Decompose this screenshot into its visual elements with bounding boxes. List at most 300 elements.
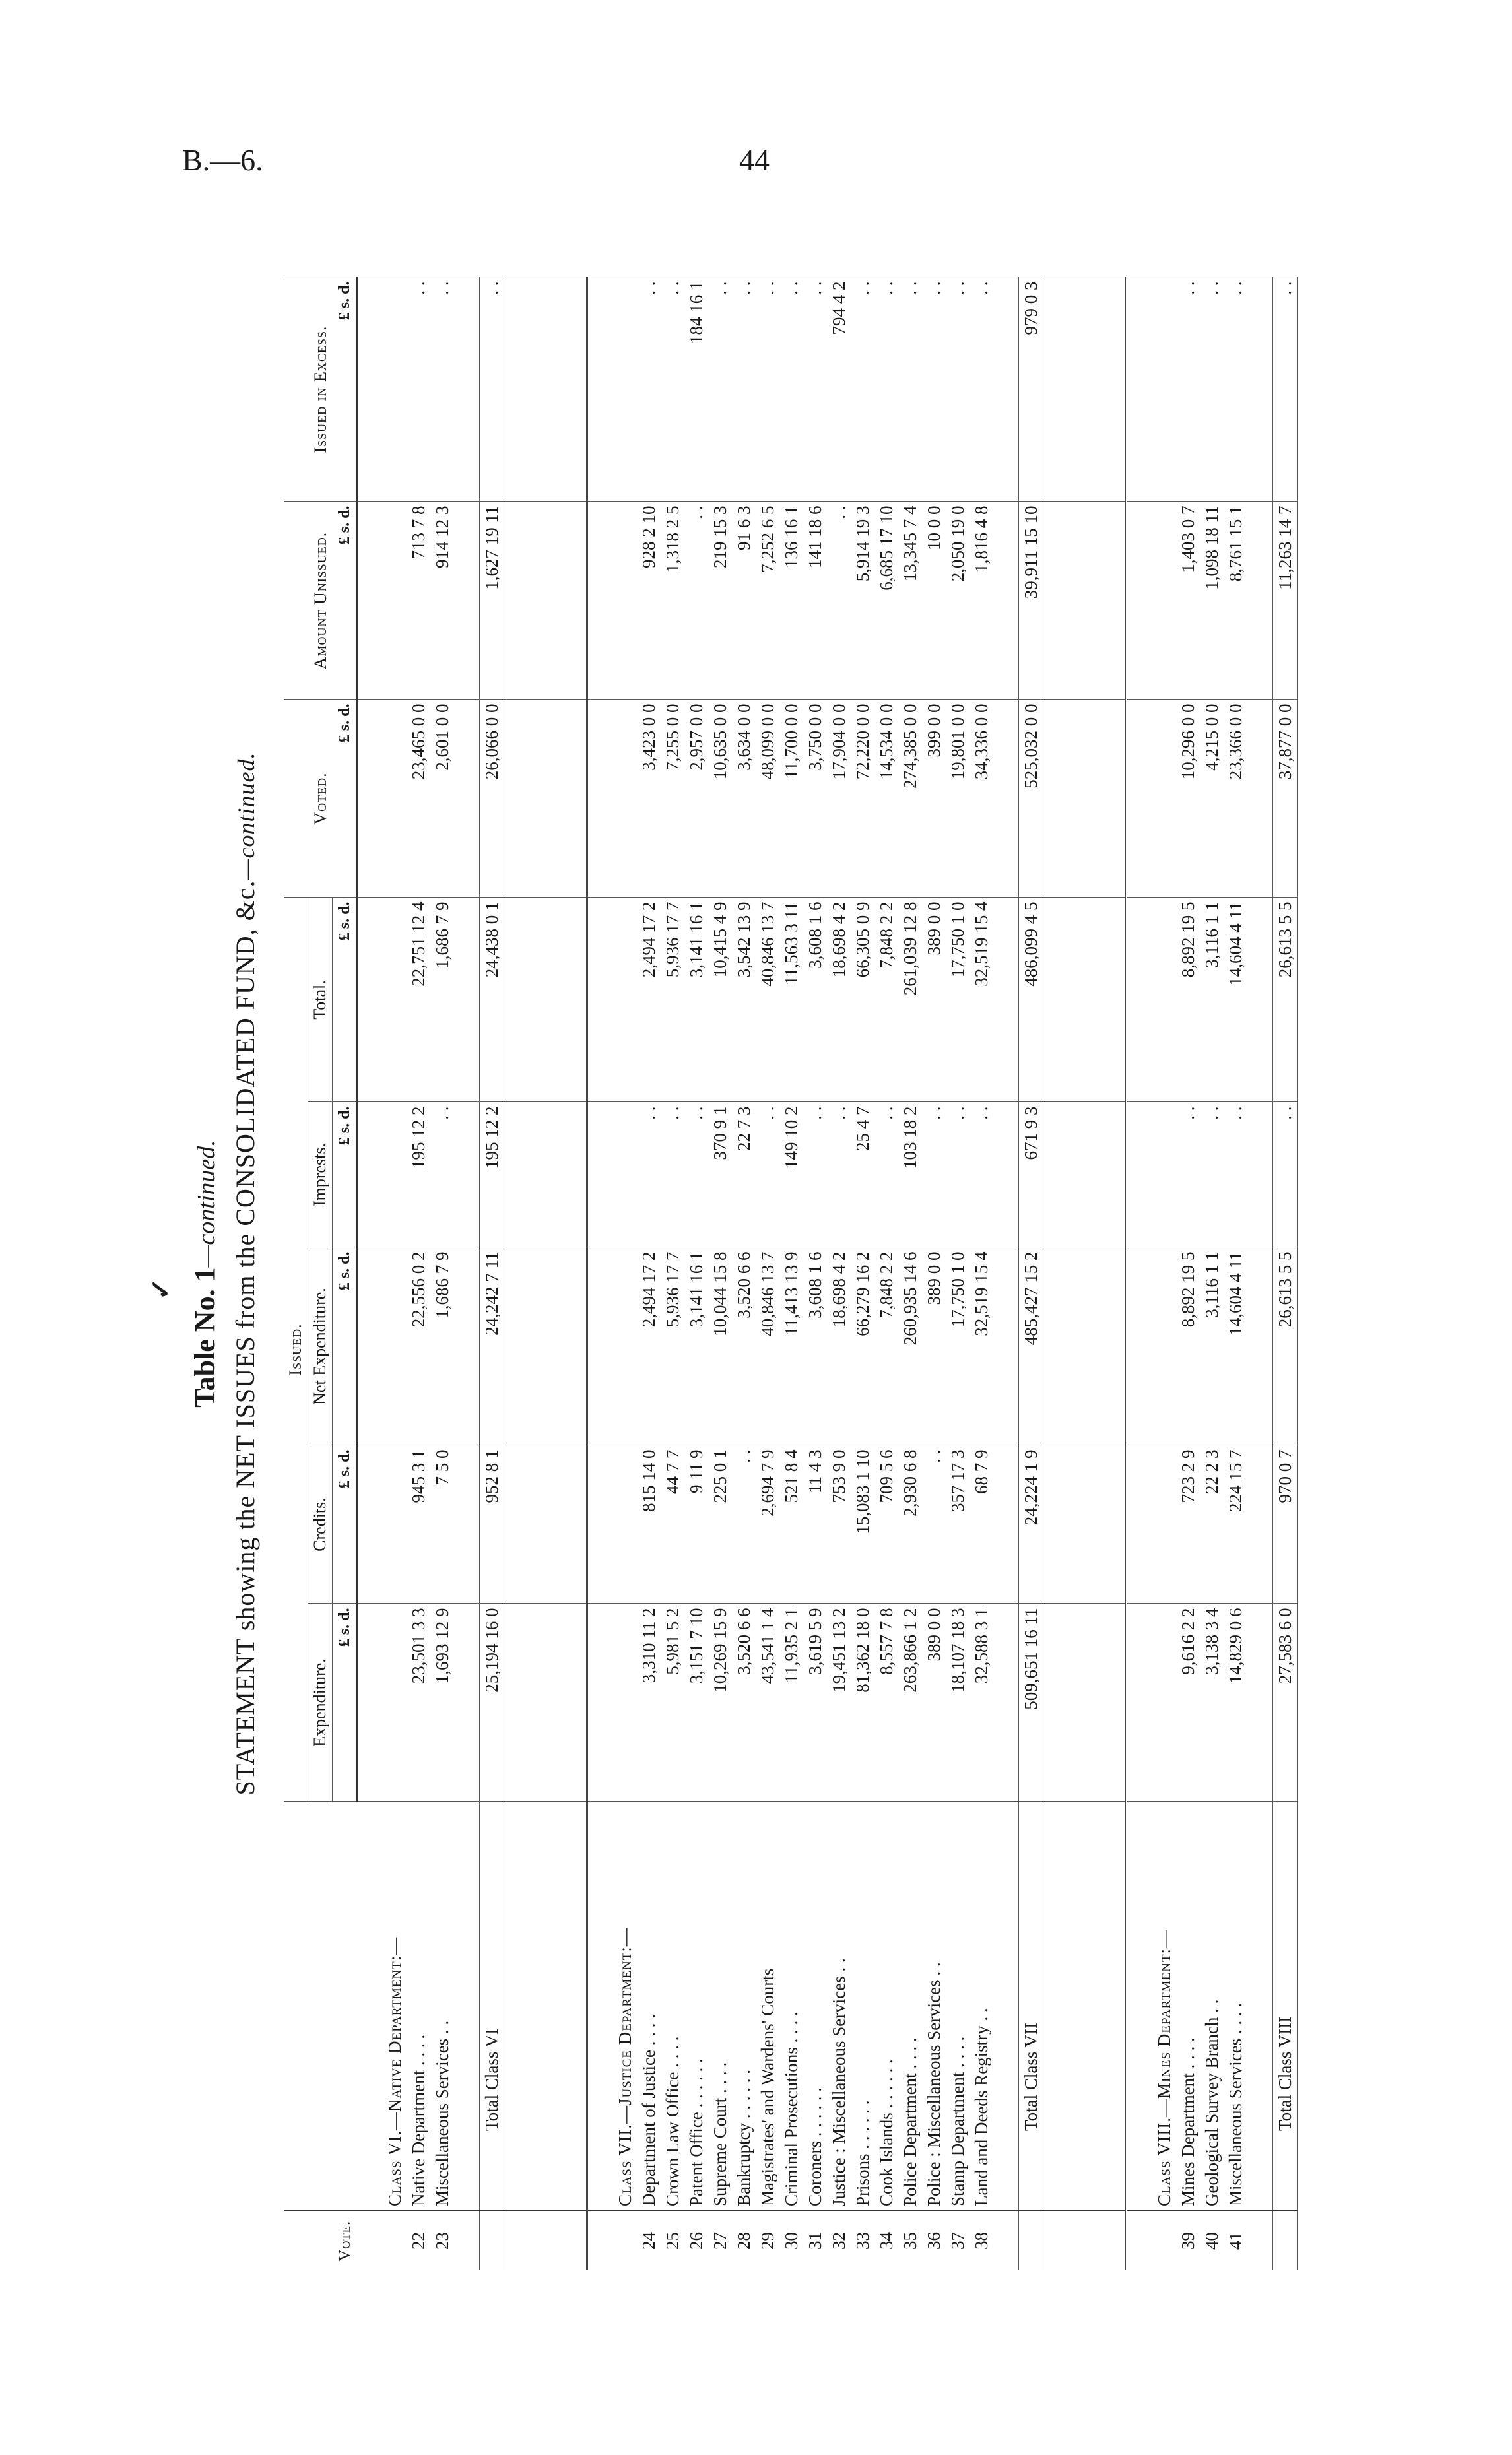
table-row (779, 277, 803, 2270)
excess-cell: . . (756, 277, 779, 502)
vote-cell (383, 2211, 407, 2270)
net-expenditure-cell (1043, 1247, 1127, 1445)
voted-cell: 3,423 0 0 (637, 700, 661, 898)
expenditure-cell: 32,588 3 1 (970, 1604, 993, 1802)
unissued-cell: 39,911 15 10 (1019, 502, 1043, 700)
imprests-cell: 195 12 2 (480, 1102, 504, 1247)
voted-cell: 34,336 0 0 (970, 700, 993, 898)
imprests-cell: . . (1224, 1102, 1247, 1247)
imprests-cell: 370 9 1 (708, 1102, 732, 1247)
credits-cell: 521 8 4 (779, 1445, 803, 1604)
expenditure-cell (1247, 1604, 1273, 1802)
net-expenditure-cell: 7,848 2 2 (874, 1247, 898, 1445)
unit-label: £ s. d. (333, 1604, 358, 1802)
excess-cell: . . (946, 277, 970, 502)
net-expenditure-cell (383, 1247, 407, 1445)
total-cell (1127, 898, 1153, 1102)
credits-cell (993, 1445, 1019, 1604)
unissued-cell: 6,685 17 10 (874, 502, 898, 700)
voted-cell: 2,957 0 0 (684, 700, 708, 898)
total-cell (613, 898, 637, 1102)
vote-description: Magistrates' and Wardens' Courts (756, 1802, 779, 2211)
expenditure-cell: 509,651 16 11 (1019, 1604, 1043, 1802)
net-expenditure-cell: 66,279 16 2 (851, 1247, 874, 1445)
description-cell (1247, 1802, 1273, 2211)
excess-cell (1247, 277, 1273, 502)
imprests-cell (1043, 1102, 1127, 1247)
credits-cell (613, 1445, 637, 1604)
voted-cell (1247, 700, 1273, 898)
imprests-cell (504, 1102, 587, 1247)
net-expenditure-cell: 17,750 1 0 (946, 1247, 970, 1445)
imprests-cell: . . (946, 1102, 970, 1247)
table-row (851, 277, 874, 2270)
total-label: Total Class VI (480, 1802, 504, 2211)
voted-cell (993, 700, 1019, 898)
credits-cell (1247, 1445, 1273, 1604)
net-expenditure-cell: 8,892 19 5 (1176, 1247, 1200, 1445)
expenditure-cell: 19,451 13 2 (827, 1604, 851, 1802)
table-subtitle (230, 277, 261, 2270)
unissued-cell: 1,403 0 7 (1176, 502, 1200, 700)
spacer-row (357, 277, 383, 2270)
unissued-cell: 11,263 14 7 (1273, 502, 1298, 700)
unissued-cell (993, 502, 1019, 700)
imprests-cell (454, 1102, 480, 1247)
voted-cell (1127, 700, 1153, 898)
imprests-cell: 103 18 2 (898, 1102, 922, 1247)
credits-cell (504, 1445, 587, 1604)
imprests-cell (357, 1102, 383, 1247)
vote-number: 32 (827, 2211, 851, 2270)
expenditure-cell: 3,520 6 6 (732, 1604, 756, 1802)
excess-cell: . . (637, 277, 661, 502)
total-cell (993, 898, 1019, 1102)
vote-description: Patent Office . . . . . . (684, 1802, 708, 2211)
voted-cell: 11,700 0 0 (779, 700, 803, 898)
total-cell: 66,305 0 9 (851, 898, 874, 1102)
section-heading: Class VIII.—Mines Department:— (1152, 1802, 1176, 2211)
excess-cell: . . (661, 277, 684, 502)
imprests-cell: . . (637, 1102, 661, 1247)
expenditure-cell: 389 0 0 (922, 1604, 946, 1802)
total-cell (587, 898, 614, 1102)
vote-description: Police : Miscellaneous Services . . (922, 1802, 946, 2211)
description-cell (357, 1802, 383, 2211)
vote-cell (587, 2211, 614, 2270)
vote-cell (504, 2211, 587, 2270)
unissued-cell (613, 502, 637, 700)
imprests-cell: 195 12 2 (407, 1102, 430, 1247)
credits-cell: 709 5 6 (874, 1445, 898, 1604)
vote-cell (1043, 2211, 1127, 2270)
net-expenditure-cell: 10,044 15 8 (708, 1247, 732, 1445)
total-cell (357, 898, 383, 1102)
spacer-row (1127, 277, 1153, 2270)
table-row (430, 277, 454, 2270)
vote-number: 38 (970, 2211, 993, 2270)
expenditure-cell: 14,829 0 6 (1224, 1604, 1247, 1802)
table-row (661, 277, 684, 2270)
total-cell: 11,563 3 11 (779, 898, 803, 1102)
vote-description: Justice : Miscellaneous Services . . (827, 1802, 851, 2211)
excess-cell: 794 4 2 (827, 277, 851, 502)
voted-cell: 3,750 0 0 (803, 700, 827, 898)
unit-label: £ s. d. (333, 700, 358, 898)
table-row (922, 277, 946, 2270)
voted-cell: 4,215 0 0 (1200, 700, 1224, 898)
voted-cell (504, 700, 587, 898)
imprests-cell (1152, 1102, 1176, 1247)
unit-label: £ s. d. (333, 1445, 358, 1604)
table-row (970, 277, 993, 2270)
vote-cell (480, 2211, 504, 2270)
voted-cell: 37,877 0 0 (1273, 700, 1298, 898)
unissued-cell: 1,318 2 5 (661, 502, 684, 700)
unissued-cell (587, 502, 614, 700)
vote-number: 31 (803, 2211, 827, 2270)
net-expenditure-cell: 3,116 1 1 (1200, 1247, 1224, 1445)
unissued-cell (454, 502, 480, 700)
excess-cell (504, 277, 587, 502)
table-row (708, 277, 732, 2270)
section-gap-row (1043, 277, 1127, 2270)
excess-cell: 979 0 3 (1019, 277, 1043, 502)
credits-cell: 753 9 0 (827, 1445, 851, 1604)
vote-description: Land and Deeds Registry . . (970, 1802, 993, 2211)
expenditure-cell: 27,583 6 0 (1273, 1604, 1298, 1802)
vote-column-header: Vote. (284, 2211, 357, 2270)
vote-number: 25 (661, 2211, 684, 2270)
table-row (407, 277, 430, 2270)
total-cell: 3,116 1 1 (1200, 898, 1224, 1102)
vote-number: 22 (407, 2211, 430, 2270)
unit-label: £ s. d. (333, 1102, 358, 1247)
table-title-cont: —continued. (193, 1140, 220, 1268)
credits-cell: . . (922, 1445, 946, 1604)
vote-description: Miscellaneous Services . . . . (1224, 1802, 1247, 2211)
table-row (1224, 277, 1247, 2270)
vote-cell (1152, 2211, 1176, 2270)
total-cell: 389 0 0 (922, 898, 946, 1102)
total-cell: 261,039 12 8 (898, 898, 922, 1102)
total-cell (1043, 898, 1127, 1102)
table-header (284, 277, 357, 2270)
voted-cell: 48,099 0 0 (756, 700, 779, 898)
total-cell: 24,438 0 1 (480, 898, 504, 1102)
expenditure-cell: 3,310 11 2 (637, 1604, 661, 1802)
issued-group-header: Issued. (284, 898, 308, 1802)
total-cell (504, 898, 587, 1102)
excess-cell: . . (970, 277, 993, 502)
voted-cell (587, 700, 614, 898)
vote-number: 34 (874, 2211, 898, 2270)
net-expenditure-cell: 389 0 0 (922, 1247, 946, 1445)
excess-cell: . . (1273, 277, 1298, 502)
expenditure-cell (587, 1604, 614, 1802)
vote-description: Geological Survey Branch . . (1200, 1802, 1224, 2211)
total-cell (1247, 898, 1273, 1102)
imprests-cell: . . (756, 1102, 779, 1247)
imprests-cell: 25 4 7 (851, 1102, 874, 1247)
vote-description: Coroners . . . . . . (803, 1802, 827, 2211)
expenditure-cell (993, 1604, 1019, 1802)
total-cell: 40,846 13 7 (756, 898, 779, 1102)
vote-number: 23 (430, 2211, 454, 2270)
table-row (637, 277, 661, 2270)
excess-column-header: Issued in Excess. (284, 277, 333, 502)
net-expenditure-cell: 5,936 17 7 (661, 1247, 684, 1445)
net-expenditure-cell (1247, 1247, 1273, 1445)
net-expenditure-cell (1152, 1247, 1176, 1445)
expenditure-cell: 1,693 12 9 (430, 1604, 454, 1802)
vote-number: 30 (779, 2211, 803, 2270)
section-gap-row (504, 277, 587, 2270)
expenditure-cell: 25,194 16 0 (480, 1604, 504, 1802)
credits-cell (1127, 1445, 1153, 1604)
credits-cell: 970 0 7 (1273, 1445, 1298, 1604)
expenditure-cell: 10,269 15 9 (708, 1604, 732, 1802)
section-heading-row (1152, 277, 1176, 2270)
credits-cell: 68 7 9 (970, 1445, 993, 1604)
table-subtitle-cont: —continued. (233, 752, 259, 880)
vote-number: 29 (756, 2211, 779, 2270)
imprests-cell: . . (661, 1102, 684, 1247)
credits-column-header: Credits. (308, 1445, 333, 1604)
unissued-cell: 713 7 8 (407, 502, 430, 700)
vote-cell (357, 2211, 383, 2270)
excess-cell: . . (898, 277, 922, 502)
vote-cell (1127, 2211, 1153, 2270)
total-cell: 3,608 1 6 (803, 898, 827, 1102)
unissued-cell (1247, 502, 1273, 700)
expenditure-cell (357, 1604, 383, 1802)
excess-cell (1043, 277, 1127, 502)
credits-cell: 723 2 9 (1176, 1445, 1200, 1604)
expenditure-cell (454, 1604, 480, 1802)
excess-cell (1152, 277, 1176, 502)
excess-cell: . . (1176, 277, 1200, 502)
unissued-cell: 2,050 19 0 (946, 502, 970, 700)
voted-cell: 23,366 0 0 (1224, 700, 1247, 898)
credits-cell: 224 15 7 (1224, 1445, 1247, 1604)
imprests-cell (1247, 1102, 1273, 1247)
table-row (827, 277, 851, 2270)
vote-number: 26 (684, 2211, 708, 2270)
credits-cell: 357 17 3 (946, 1445, 970, 1604)
credits-cell: 7 5 0 (430, 1445, 454, 1604)
excess-cell (454, 277, 480, 502)
total-cell: 22,751 12 4 (407, 898, 430, 1102)
excess-cell (993, 277, 1019, 502)
vote-number: 40 (1200, 2211, 1224, 2270)
imprests-cell (587, 1102, 614, 1247)
net-expenditure-cell: 32,519 15 4 (970, 1247, 993, 1445)
net-expenditure-cell: 18,698 4 2 (827, 1247, 851, 1445)
imprests-cell: . . (1176, 1102, 1200, 1247)
expenditure-cell (1152, 1604, 1176, 1802)
unissued-cell: 219 15 3 (708, 502, 732, 700)
net-expenditure-cell (357, 1247, 383, 1445)
total-cell: 5,936 17 7 (661, 898, 684, 1102)
description-cell (1043, 1802, 1127, 2211)
table-row (684, 277, 708, 2270)
excess-cell: . . (874, 277, 898, 502)
vote-number: 39 (1176, 2211, 1200, 2270)
net-expenditure-cell: 14,604 4 11 (1224, 1247, 1247, 1445)
imprests-cell: 22 7 3 (732, 1102, 756, 1247)
table-subtitle-text: STATEMENT showing the NET ISSUES from the CONSOLIDATED FUND, &c. (230, 880, 260, 1796)
imprests-cell: . . (684, 1102, 708, 1247)
vote-description: Native Department . . . . (407, 1802, 430, 2211)
vote-description: Police Department . . . . (898, 1802, 922, 2211)
unissued-cell: 10 0 0 (922, 502, 946, 700)
vote-cell (454, 2211, 480, 2270)
vote-description: Department of Justice . . . . (637, 1802, 661, 2211)
vote-cell (613, 2211, 637, 2270)
vote-number: 27 (708, 2211, 732, 2270)
total-cell: 1,686 7 9 (430, 898, 454, 1102)
credits-cell (1152, 1445, 1176, 1604)
net-expenditure-cell: 260,935 14 6 (898, 1247, 922, 1445)
unissued-cell: 141 18 6 (803, 502, 827, 700)
expenditure-cell (1043, 1604, 1127, 1802)
vote-number: 24 (637, 2211, 661, 2270)
imprests-cell: . . (874, 1102, 898, 1247)
credits-cell: 24,224 1 9 (1019, 1445, 1043, 1604)
expenditure-cell: 3,151 7 10 (684, 1604, 708, 1802)
excess-cell (613, 277, 637, 502)
table-body (357, 277, 1298, 2270)
excess-cell (587, 277, 614, 502)
net-expenditure-cell: 3,608 1 6 (803, 1247, 827, 1445)
expenditure-cell: 3,619 5 9 (803, 1604, 827, 1802)
voted-cell: 10,296 0 0 (1176, 700, 1200, 898)
unissued-cell: 13,345 7 4 (898, 502, 922, 700)
vote-cell (993, 2211, 1019, 2270)
total-cell: 17,750 1 0 (946, 898, 970, 1102)
vote-number: 35 (898, 2211, 922, 2270)
section-heading-row (613, 277, 637, 2270)
net-expenditure-cell: 3,520 6 6 (732, 1247, 756, 1445)
credits-cell: 11 4 3 (803, 1445, 827, 1604)
excess-cell: . . (922, 277, 946, 502)
credits-cell: 15,083 1 10 (851, 1445, 874, 1604)
excess-cell: . . (779, 277, 803, 502)
expenditure-cell: 3,138 3 4 (1200, 1604, 1224, 1802)
unissued-cell: 928 2 10 (637, 502, 661, 700)
table-row (946, 277, 970, 2270)
total-label: Total Class VIII (1273, 1802, 1298, 2211)
voted-cell (1043, 700, 1127, 898)
vote-description: Miscellaneous Services . . (430, 1802, 454, 2211)
imprests-cell: . . (1273, 1102, 1298, 1247)
unissued-cell: 7,252 6 5 (756, 502, 779, 700)
excess-cell: . . (708, 277, 732, 502)
section-heading: Class VII.—Justice Department:— (613, 1802, 637, 2211)
credits-cell (357, 1445, 383, 1604)
voted-cell: 17,904 0 0 (827, 700, 851, 898)
unissued-cell: 5,914 19 3 (851, 502, 874, 700)
vote-number: 37 (946, 2211, 970, 2270)
vote-description: Stamp Department . . . . (946, 1802, 970, 2211)
imprests-cell: . . (803, 1102, 827, 1247)
excess-cell: . . (480, 277, 504, 502)
net-expenditure-cell: 26,613 5 5 (1273, 1247, 1298, 1445)
vote-number: 33 (851, 2211, 874, 2270)
table-row (874, 277, 898, 2270)
total-cell: 18,698 4 2 (827, 898, 851, 1102)
spacer-row (587, 277, 614, 2270)
voted-cell: 399 0 0 (922, 700, 946, 898)
vote-description: Prisons . . . . . . (851, 1802, 874, 2211)
excess-cell: . . (407, 277, 430, 502)
expenditure-cell: 23,501 3 3 (407, 1604, 430, 1802)
imprests-cell: 671 9 3 (1019, 1102, 1043, 1247)
total-cell: 7,848 2 2 (874, 898, 898, 1102)
net-expenditure-cell: 485,427 15 2 (1019, 1247, 1043, 1445)
excess-cell: 184 16 1 (684, 277, 708, 502)
excess-cell (1127, 277, 1153, 502)
vote-cell (1247, 2211, 1273, 2270)
excess-cell: . . (851, 277, 874, 502)
description-cell (993, 1802, 1019, 2211)
unit-label: £ s. d. (333, 277, 358, 502)
voted-cell (454, 700, 480, 898)
net-expenditure-cell (993, 1247, 1019, 1445)
net-expenditure-cell: 1,686 7 9 (430, 1247, 454, 1445)
total-cell: 486,099 4 5 (1019, 898, 1043, 1102)
unit-label: £ s. d. (333, 502, 358, 700)
total-cell: 2,494 17 2 (637, 898, 661, 1102)
table-row (732, 277, 756, 2270)
vote-description: Crown Law Office . . . . (661, 1802, 684, 2211)
unissued-cell: 8,761 15 1 (1224, 502, 1247, 700)
expenditure-cell: 263,866 1 2 (898, 1604, 922, 1802)
voted-cell: 10,635 0 0 (708, 700, 732, 898)
expenditure-cell (613, 1604, 637, 1802)
credits-cell: 815 14 0 (637, 1445, 661, 1604)
table-row (1200, 277, 1224, 2270)
credits-cell (454, 1445, 480, 1604)
description-cell (454, 1802, 480, 2211)
credits-cell (1043, 1445, 1127, 1604)
class-total-row (480, 277, 504, 2270)
net-expenditure-cell: 3,141 16 1 (684, 1247, 708, 1445)
total-cell (383, 898, 407, 1102)
unissued-cell: 1,098 18 11 (1200, 502, 1224, 700)
voted-cell: 23,465 0 0 (407, 700, 430, 898)
expenditure-cell (504, 1604, 587, 1802)
credits-cell (587, 1445, 614, 1604)
description-cell (1127, 1802, 1153, 2211)
net-expenditure-cell: 40,846 13 7 (756, 1247, 779, 1445)
vote-number: 36 (922, 2211, 946, 2270)
net-expenditure-cell (613, 1247, 637, 1445)
description-cell (504, 1802, 587, 2211)
credits-cell: 225 0 1 (708, 1445, 732, 1604)
credits-cell: 2,694 7 9 (756, 1445, 779, 1604)
unit-label: £ s. d. (333, 1247, 358, 1445)
excess-cell (383, 277, 407, 502)
spacer-row (993, 277, 1019, 2270)
vote-description: Mines Department . . . . (1176, 1802, 1200, 2211)
unissued-cell (383, 502, 407, 700)
imprests-cell: . . (827, 1102, 851, 1247)
imprests-cell: 149 10 2 (779, 1102, 803, 1247)
expenditure-column-header: Expenditure. (308, 1604, 333, 1802)
description-cell (587, 1802, 614, 2211)
